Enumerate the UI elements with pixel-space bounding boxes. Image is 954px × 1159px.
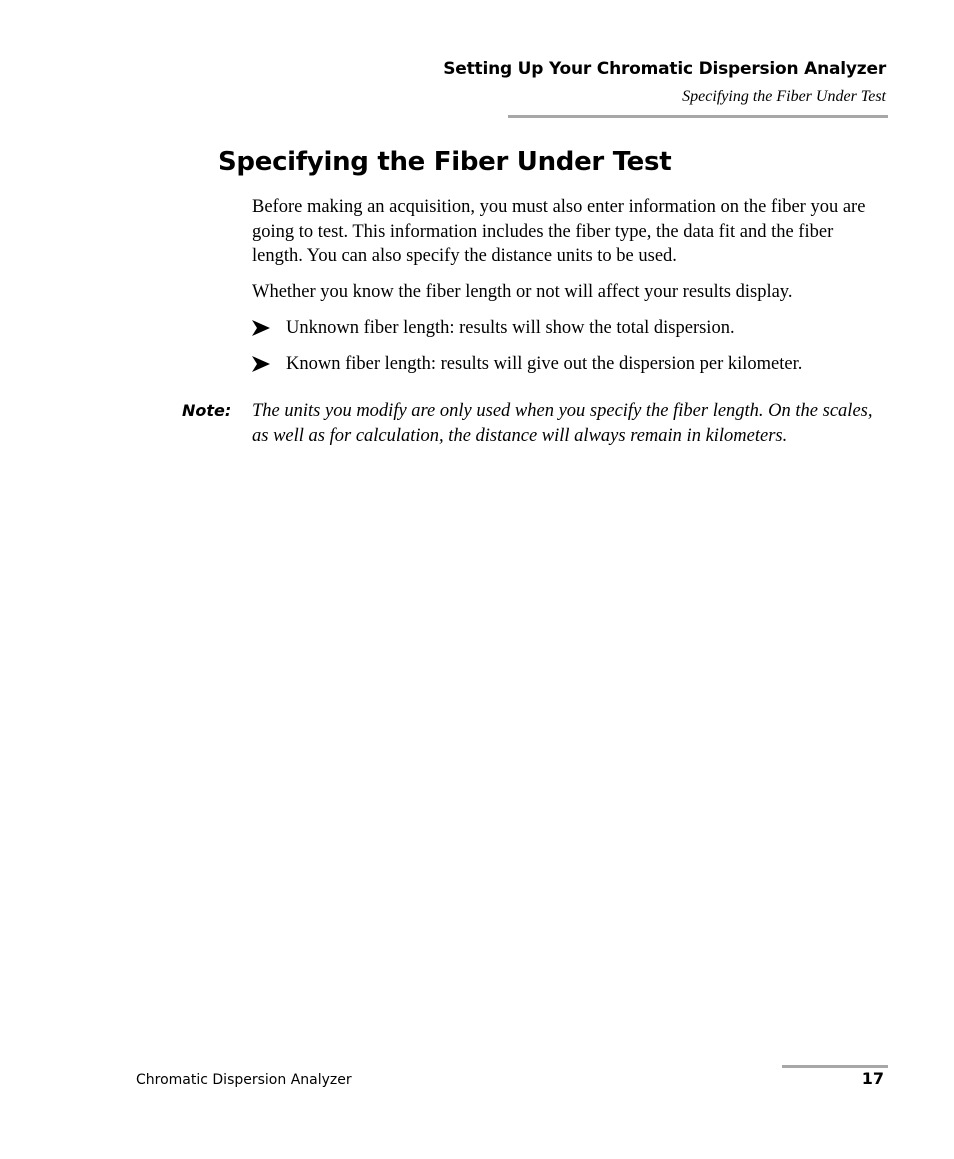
- intro-paragraph: Before making an acquisition, you must also enter information on the fiber you are going to test. This information includes the fiber type, the data fit and the fiber length. You can also specify the distance units to be used.: [252, 197, 866, 266]
- running-head-section: Specifying the Fiber Under Test: [682, 88, 886, 105]
- arrowhead-bullet-icon: [252, 356, 270, 372]
- page-number: 17: [861, 1069, 884, 1088]
- header-rule: [508, 115, 888, 118]
- list-item: [252, 352, 888, 377]
- running-head: [443, 58, 886, 108]
- note-label: Note:: [182, 401, 232, 420]
- arrowhead-bullet-icon: [252, 320, 270, 336]
- bullet-list: [252, 316, 888, 387]
- bullet-text: Known fiber length: results will give out the dispersion per kilometer.: [286, 353, 803, 374]
- length-paragraph: Whether you know the fiber length or not will affect your results display.: [252, 282, 793, 302]
- note-text: The units you modify are only used when you specify the fiber length. On the scales, as well as for calculation, the distance will always remain in kilometers.: [252, 401, 873, 446]
- running-head-chapter: Setting Up Your Chromatic Dispersion Analyzer: [443, 59, 886, 79]
- page-title: Specifying the Fiber Under Test: [218, 147, 672, 177]
- footer-rule: [782, 1065, 888, 1068]
- bullet-text: Unknown fiber length: results will show the total dispersion.: [286, 318, 735, 338]
- footer-product-name: Chromatic Dispersion Analyzer: [136, 1072, 352, 1088]
- list-item: [252, 316, 888, 341]
